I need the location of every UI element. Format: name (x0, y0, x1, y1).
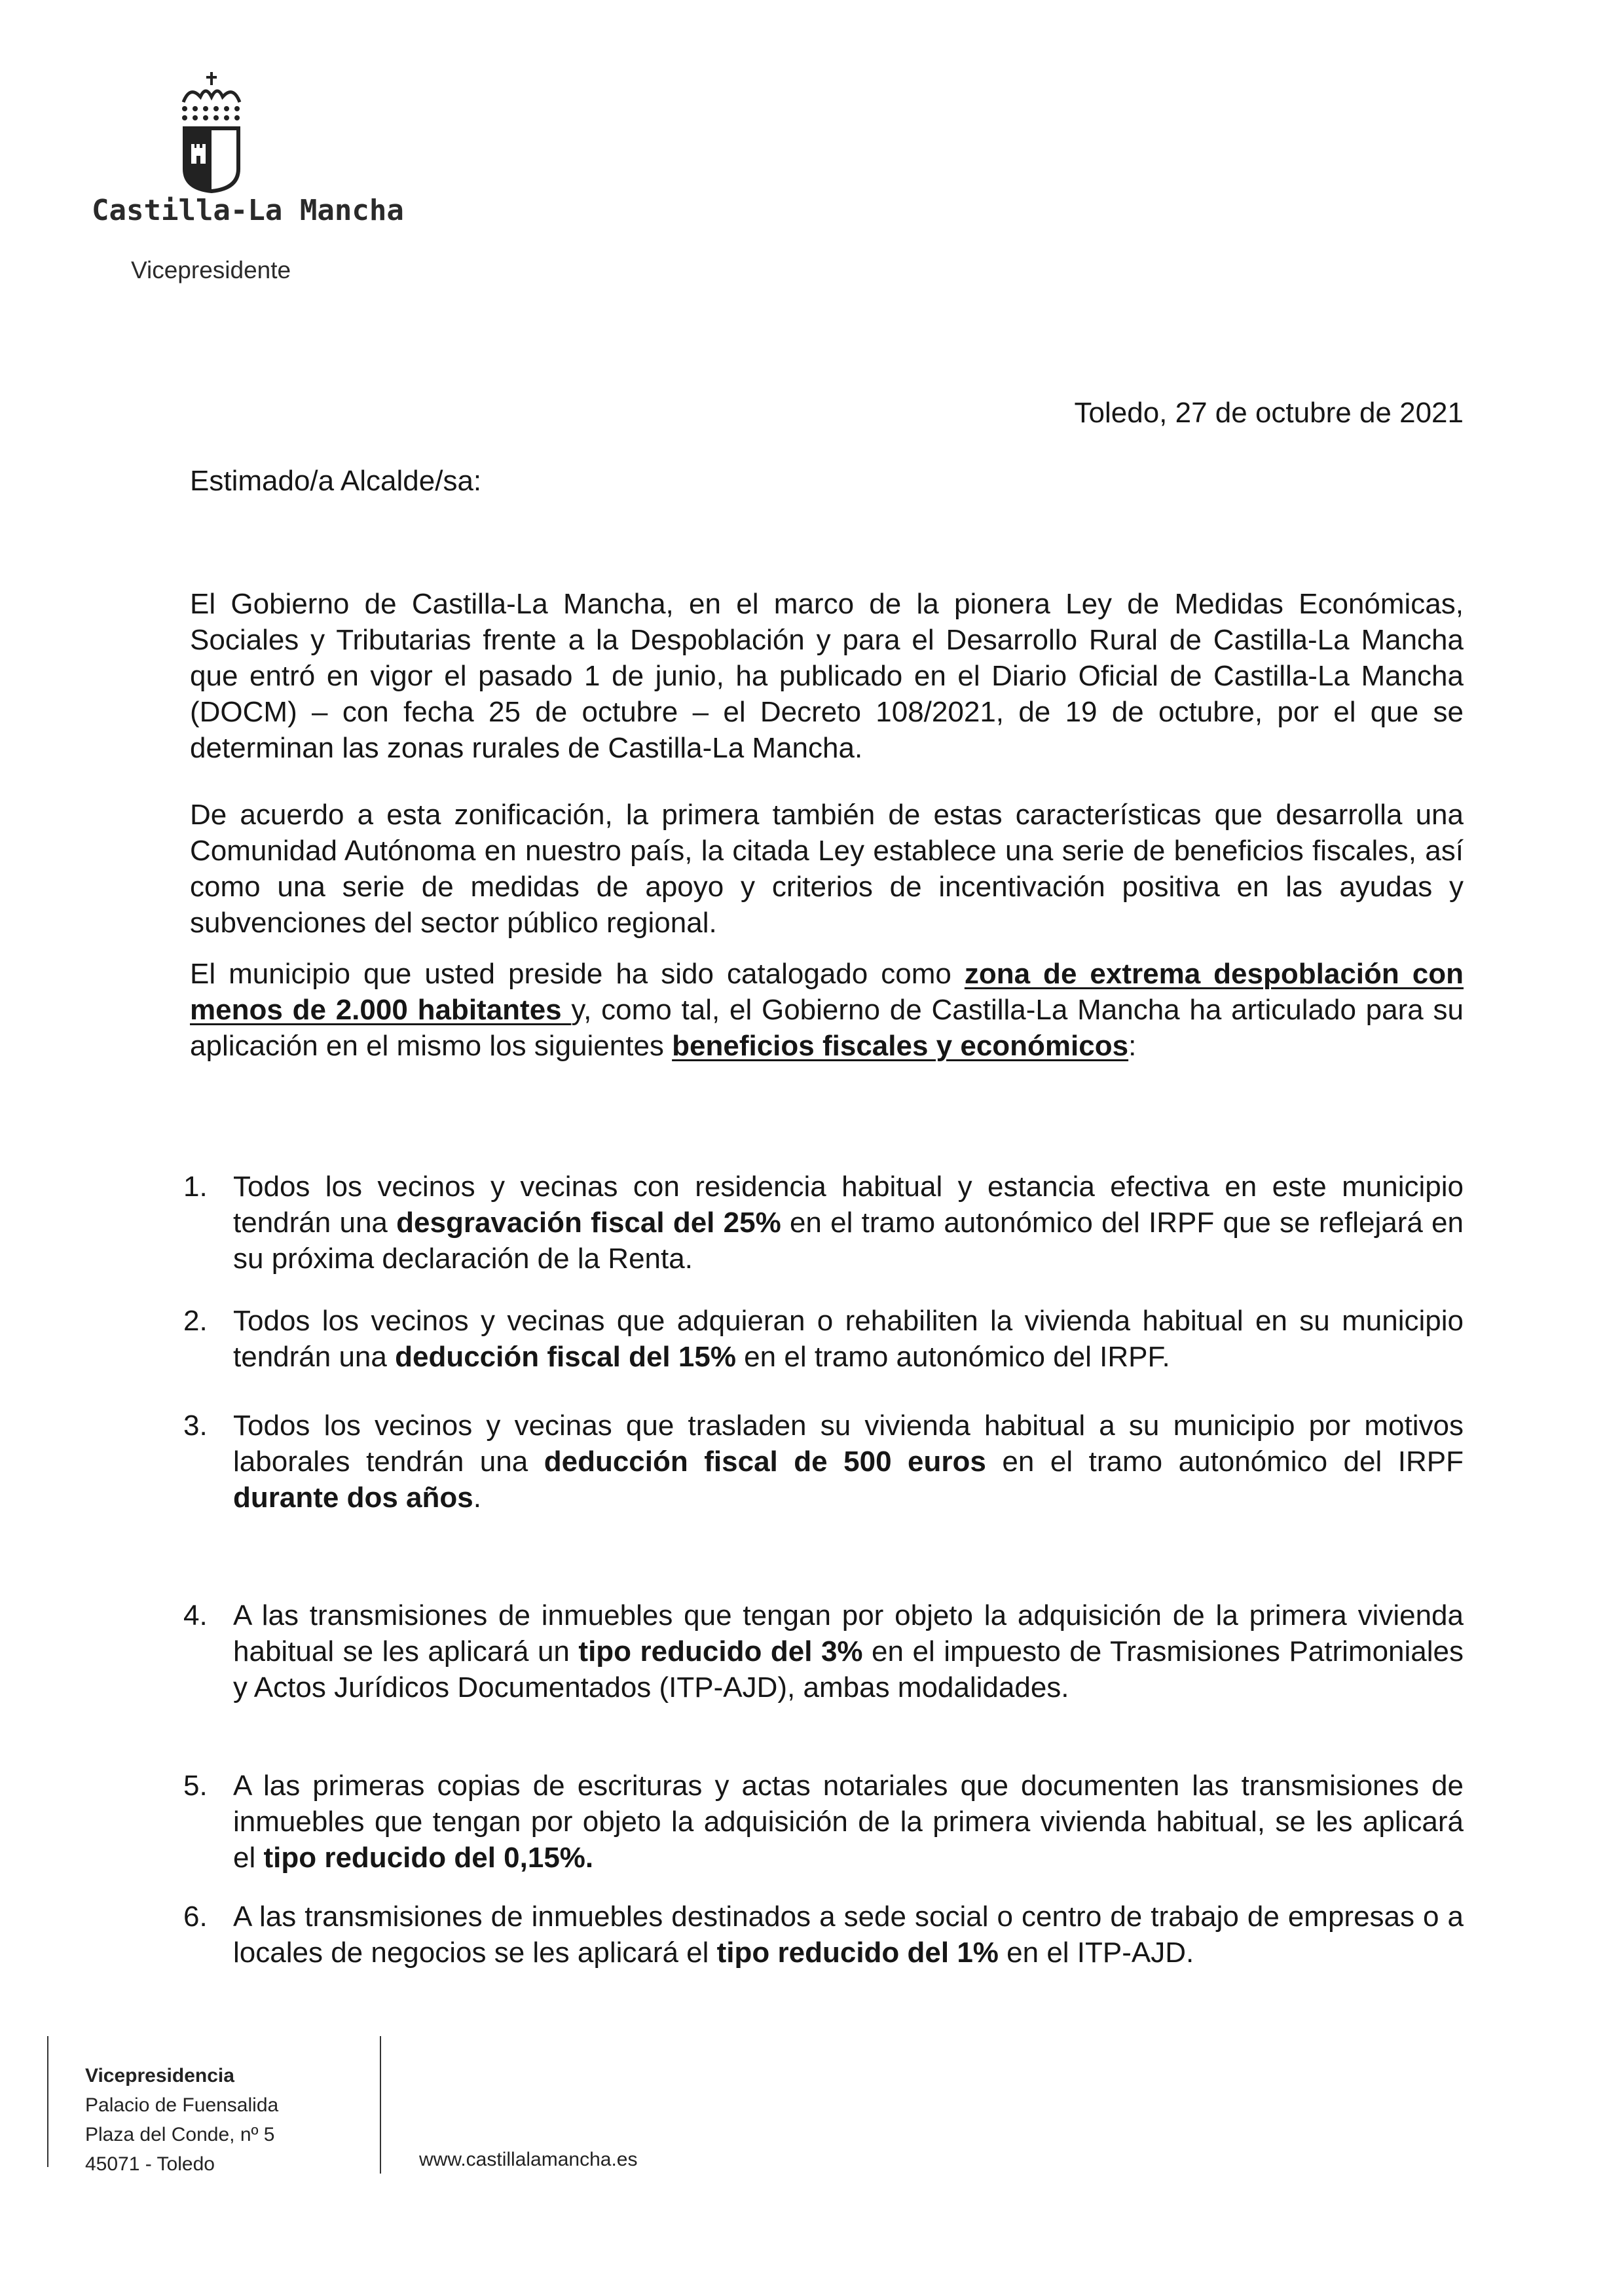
item-text: en el tramo autonómico del IRPF (986, 1446, 1464, 1478)
item-text: Todos los vecinos y vecinas que adquieran o rehabiliten la vivienda habitual en su municipio tendrán una (233, 1305, 1464, 1373)
footer-divider (380, 2036, 381, 2174)
item-highlight: deducción fiscal del 15% (395, 1341, 736, 1373)
item-highlight: tipo reducido del 0,15%. (263, 1842, 594, 1874)
item-text: A las transmisiones de inmuebles que tengan por objeto la adquisición de la primera vivienda habitual se les aplicará un (233, 1599, 1464, 1667)
item-text: en el ITP-AJD. (998, 1937, 1194, 1969)
item-text: A las primeras copias de escrituras y actas notariales que documenten las transmisiones de inmuebles que tengan por objeto la adquisición de la primera vivienda habitual, se les aplicará el (233, 1770, 1464, 1874)
item-highlight: deducción fiscal de 500 euros (544, 1446, 986, 1478)
item-highlight: desgravación fiscal del 25% (396, 1207, 781, 1239)
salutation: Estimado/a Alcalde/sa: (190, 465, 482, 497)
footer-website-link[interactable]: www.castillalamancha.es (419, 2149, 638, 2170)
list-item (183, 1169, 1464, 1277)
footer-address (85, 2061, 278, 2179)
zone-classification: zona de extrema despoblación con menos de 2.000 habitantes (190, 958, 1464, 1026)
item-text: Todos los vecinos y vecinas que trasladen su vivienda habitual a su municipio por motivos laborales tendrán una (233, 1410, 1464, 1478)
sender-role: Vicepresidente (131, 257, 291, 283)
item-text: en el impuesto de Trasmisiones Patrimoniales y Actos Jurídicos Documentados (ITP-AJD), ambas modalidades. (233, 1635, 1464, 1704)
brand-name: Castilla-La Mancha (92, 194, 404, 227)
list-item-text (233, 1408, 1464, 1516)
item-text: A las transmisiones de inmuebles destinados a sede social o centro de trabajo de empresas o a locales de negocios se les aplicará el (233, 1901, 1464, 1969)
paragraph-intro: El Gobierno de Castilla-La Mancha, en el marco de la pionera Ley de Medidas Económicas, Sociales y Tributarias frente a la Despoblación y para el Desarrollo Rural de Castilla-La Mancha que entró en vigor el pasado 1 de junio, ha publicado en el Diario Oficial de Castilla-La Mancha (DOCM) – con fecha 25 de octubre – el Decreto 108/2021, de 19 de octubre, por el que se determinan las zonas rurales de Castilla-La Mancha. (190, 588, 1464, 764)
item-highlight: tipo reducido del 3% (578, 1635, 863, 1667)
list-number: 6. (183, 1901, 208, 1933)
list-item (183, 1597, 1464, 1705)
item-highlight: durante dos años (233, 1482, 473, 1514)
list-number: 2. (183, 1305, 208, 1337)
item-text: Todos los vecinos y vecinas con residencia habitual y estancia efectiva en este municipio tendrán una (233, 1171, 1464, 1239)
footer-department: Vicepresidencia (85, 2065, 234, 2086)
list-item-text (233, 1899, 1464, 1971)
list-item-text (233, 1303, 1464, 1375)
list-item (183, 1303, 1464, 1375)
footer-address-line: 45071 - Toledo (85, 2153, 215, 2175)
item-text: en el tramo autonómico del IRPF. (735, 1341, 1170, 1373)
list-number: 3. (183, 1410, 208, 1442)
list-item-text (233, 1597, 1464, 1705)
letter-date: Toledo, 27 de octubre de 2021 (1074, 397, 1464, 429)
list-number: 5. (183, 1770, 208, 1802)
paragraph-classification (190, 956, 1464, 1064)
p3-text-e: : (1128, 1030, 1137, 1062)
footer-address-line: Plaza del Conde, nº 5 (85, 2124, 275, 2145)
footer-address-line: Palacio de Fuensalida (85, 2094, 279, 2116)
list-item-text (233, 1169, 1464, 1277)
footer-divider (47, 2036, 48, 2167)
list-item-text (233, 1768, 1464, 1876)
item-text: en el tramo autonómico del IRPF que se reflejará en su próxima declaración de la Renta. (233, 1207, 1464, 1275)
p3-text-a: El municipio que usted preside ha sido catalogado como (190, 958, 965, 990)
p3-text-c: y, como tal, el Gobierno de Castilla-La Mancha ha articulado para su aplicación en el mismo los siguientes (190, 994, 1464, 1062)
item-text: . (473, 1482, 481, 1514)
castilla-la-mancha-crest-icon (175, 71, 248, 195)
list-item (183, 1408, 1464, 1516)
benefits-heading: beneficios fiscales y económicos (672, 1030, 1129, 1062)
list-item (183, 1768, 1464, 1876)
item-highlight: tipo reducido del 1% (716, 1937, 999, 1969)
list-number: 4. (183, 1599, 208, 1631)
list-number: 1. (183, 1171, 208, 1203)
paragraph-zonification: De acuerdo a esta zonificación, la primera también de estas características que desarrolla una Comunidad Autónoma en nuestro país, la citada Ley establece una serie de beneficios fiscales, así como una serie de medidas de apoyo y criterios de incentivación positiva en las ayudas y subvenciones del sector público regional. (190, 799, 1464, 939)
list-item (183, 1899, 1464, 1971)
